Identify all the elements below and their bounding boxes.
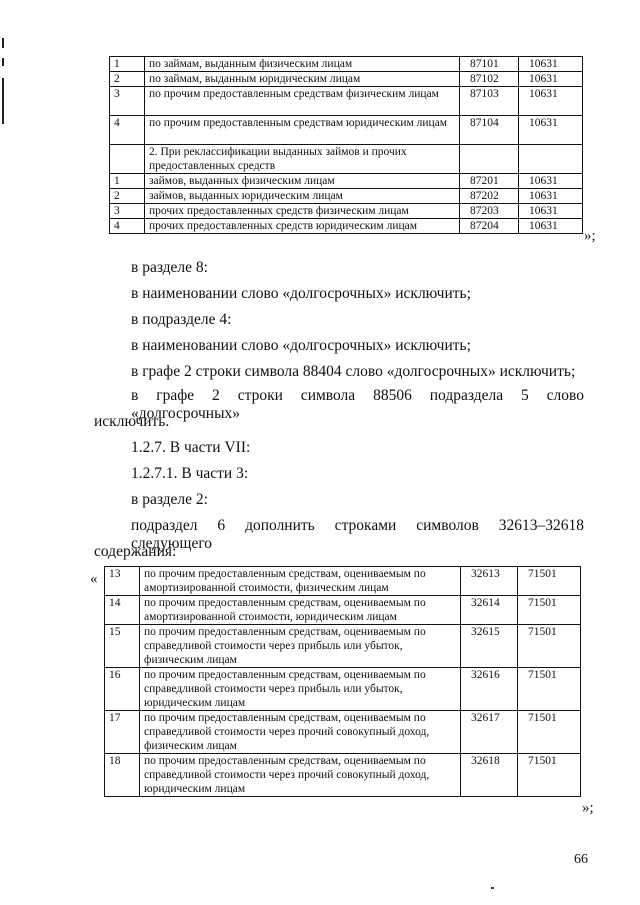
row-text: по займам, выданным физическим лицам (145, 57, 460, 72)
section-heading: 1.2.7.1. В части 3: (131, 465, 249, 482)
row-number (110, 145, 145, 174)
row-number: 15 (105, 625, 140, 668)
row-account: 10631 (519, 72, 583, 87)
paragraph: содержания: (94, 543, 177, 560)
margin-scan-mark (2, 78, 4, 124)
page-number: 66 (574, 852, 588, 867)
paragraph: в графе 2 строки символа 88506 подраздела 5 слово «долгосрочных» (131, 387, 584, 422)
row-symbol: 32617 (461, 711, 518, 754)
table-row (110, 72, 583, 87)
opening-quote: « (90, 571, 98, 587)
row-text: по прочим предоставленным средствам юридическим лицам (145, 116, 460, 145)
row-account: 10631 (519, 189, 583, 204)
row-account: 71501 (518, 567, 581, 596)
row-number: 4 (110, 116, 145, 145)
table-row (105, 567, 581, 596)
row-text: прочих предоставленных средств юридическим лицам (145, 219, 460, 234)
row-account: 71501 (518, 668, 581, 711)
paragraph: подраздел 6 дополнить строками символов 32613–32618 следующего (131, 517, 584, 552)
table-row (110, 189, 583, 204)
row-number: 4 (110, 219, 145, 234)
section-heading: 1.2.7. В части VII: (131, 439, 251, 456)
closing-quote: »; (582, 800, 594, 816)
row-text: по прочим предоставленным средствам, оцениваемым по справедливой стоимости через прочий совокупный доход, физическим лицам (140, 711, 461, 754)
row-symbol: 87202 (460, 189, 519, 204)
row-account: 10631 (519, 57, 583, 72)
table-row (110, 174, 583, 189)
row-number: 3 (110, 87, 145, 116)
row-symbol: 87103 (460, 87, 519, 116)
row-text: займов, выданных юридическим лицам (145, 189, 460, 204)
table-row (105, 668, 581, 711)
table-row (105, 596, 581, 625)
row-symbol: 32618 (461, 754, 518, 797)
row-number: 2 (110, 189, 145, 204)
row-text: по прочим предоставленным средствам, оцениваемым по справедливой стоимости через прочий совокупный доход, юридическим лицам (140, 754, 461, 797)
row-text: займов, выданных физическим лицам (145, 174, 460, 189)
row-symbol: 32613 (461, 567, 518, 596)
margin-scan-mark (2, 38, 4, 48)
row-text: по прочим предоставленным средствам, оцениваемым по амортизированной стоимости, юридическим лицам (140, 596, 461, 625)
table-row (105, 754, 581, 797)
row-symbol: 32615 (461, 625, 518, 668)
row-text: прочих предоставленных средств физическим лицам (145, 204, 460, 219)
row-symbol: 32614 (461, 596, 518, 625)
table-row (105, 625, 581, 668)
table-row (110, 145, 583, 174)
paragraph: в разделе 8: (131, 259, 208, 276)
row-text: по прочим предоставленным средствам, оцениваемым по справедливой стоимости через прибыль или убыток, юридическим лицам (140, 668, 461, 711)
row-number: 3 (110, 204, 145, 219)
row-number: 16 (105, 668, 140, 711)
row-symbol: 32616 (461, 668, 518, 711)
row-account: 10631 (519, 204, 583, 219)
paragraph: в подразделе 4: (131, 311, 232, 328)
row-symbol (460, 145, 519, 174)
row-symbol: 87204 (460, 219, 519, 234)
row-account: 10631 (519, 174, 583, 189)
reclassification-table (109, 56, 583, 234)
row-account: 10631 (519, 116, 583, 145)
row-text: по прочим предоставленным средствам физическим лицам (145, 87, 460, 116)
paragraph: в графе 2 строки символа 88404 слово «долгосрочных» исключить; (131, 363, 576, 380)
table-row (105, 711, 581, 754)
symbols-table (104, 566, 581, 797)
row-number: 13 (105, 567, 140, 596)
row-account: 71501 (518, 754, 581, 797)
margin-scan-mark (2, 58, 4, 66)
row-symbol: 87104 (460, 116, 519, 145)
row-account: 71501 (518, 596, 581, 625)
row-symbol: 87102 (460, 72, 519, 87)
row-symbol: 87203 (460, 204, 519, 219)
row-account (519, 145, 583, 174)
table-row (110, 116, 583, 145)
row-account: 10631 (519, 219, 583, 234)
table-row (110, 87, 583, 116)
scan-speck (491, 887, 494, 889)
row-account: 71501 (518, 711, 581, 754)
row-text: по прочим предоставленным средствам, оцениваемым по справедливой стоимости через прибыль или убыток, физическим лицам (140, 625, 461, 668)
table-row (110, 204, 583, 219)
row-number: 18 (105, 754, 140, 797)
row-text: по займам, выданным юридическим лицам (145, 72, 460, 87)
row-account: 10631 (519, 87, 583, 116)
row-number: 2 (110, 72, 145, 87)
table-row (110, 219, 583, 234)
table-row (110, 57, 583, 72)
row-number: 17 (105, 711, 140, 754)
row-symbol: 87101 (460, 57, 519, 72)
row-number: 14 (105, 596, 140, 625)
closing-quote: »; (584, 228, 596, 244)
paragraph: в разделе 2: (131, 491, 208, 508)
row-text: по прочим предоставленным средствам, оцениваемым по амортизированной стоимости, физическим лицам (140, 567, 461, 596)
row-number: 1 (110, 174, 145, 189)
row-symbol: 87201 (460, 174, 519, 189)
row-account: 71501 (518, 625, 581, 668)
paragraph: в наименовании слово «долгосрочных» исключить; (131, 285, 471, 302)
row-number: 1 (110, 57, 145, 72)
paragraph: исключить. (94, 413, 170, 430)
paragraph: в наименовании слово «долгосрочных» исключить; (131, 337, 471, 354)
row-text: 2. При реклассификации выданных займов и прочих предоставленных средств (145, 145, 460, 174)
